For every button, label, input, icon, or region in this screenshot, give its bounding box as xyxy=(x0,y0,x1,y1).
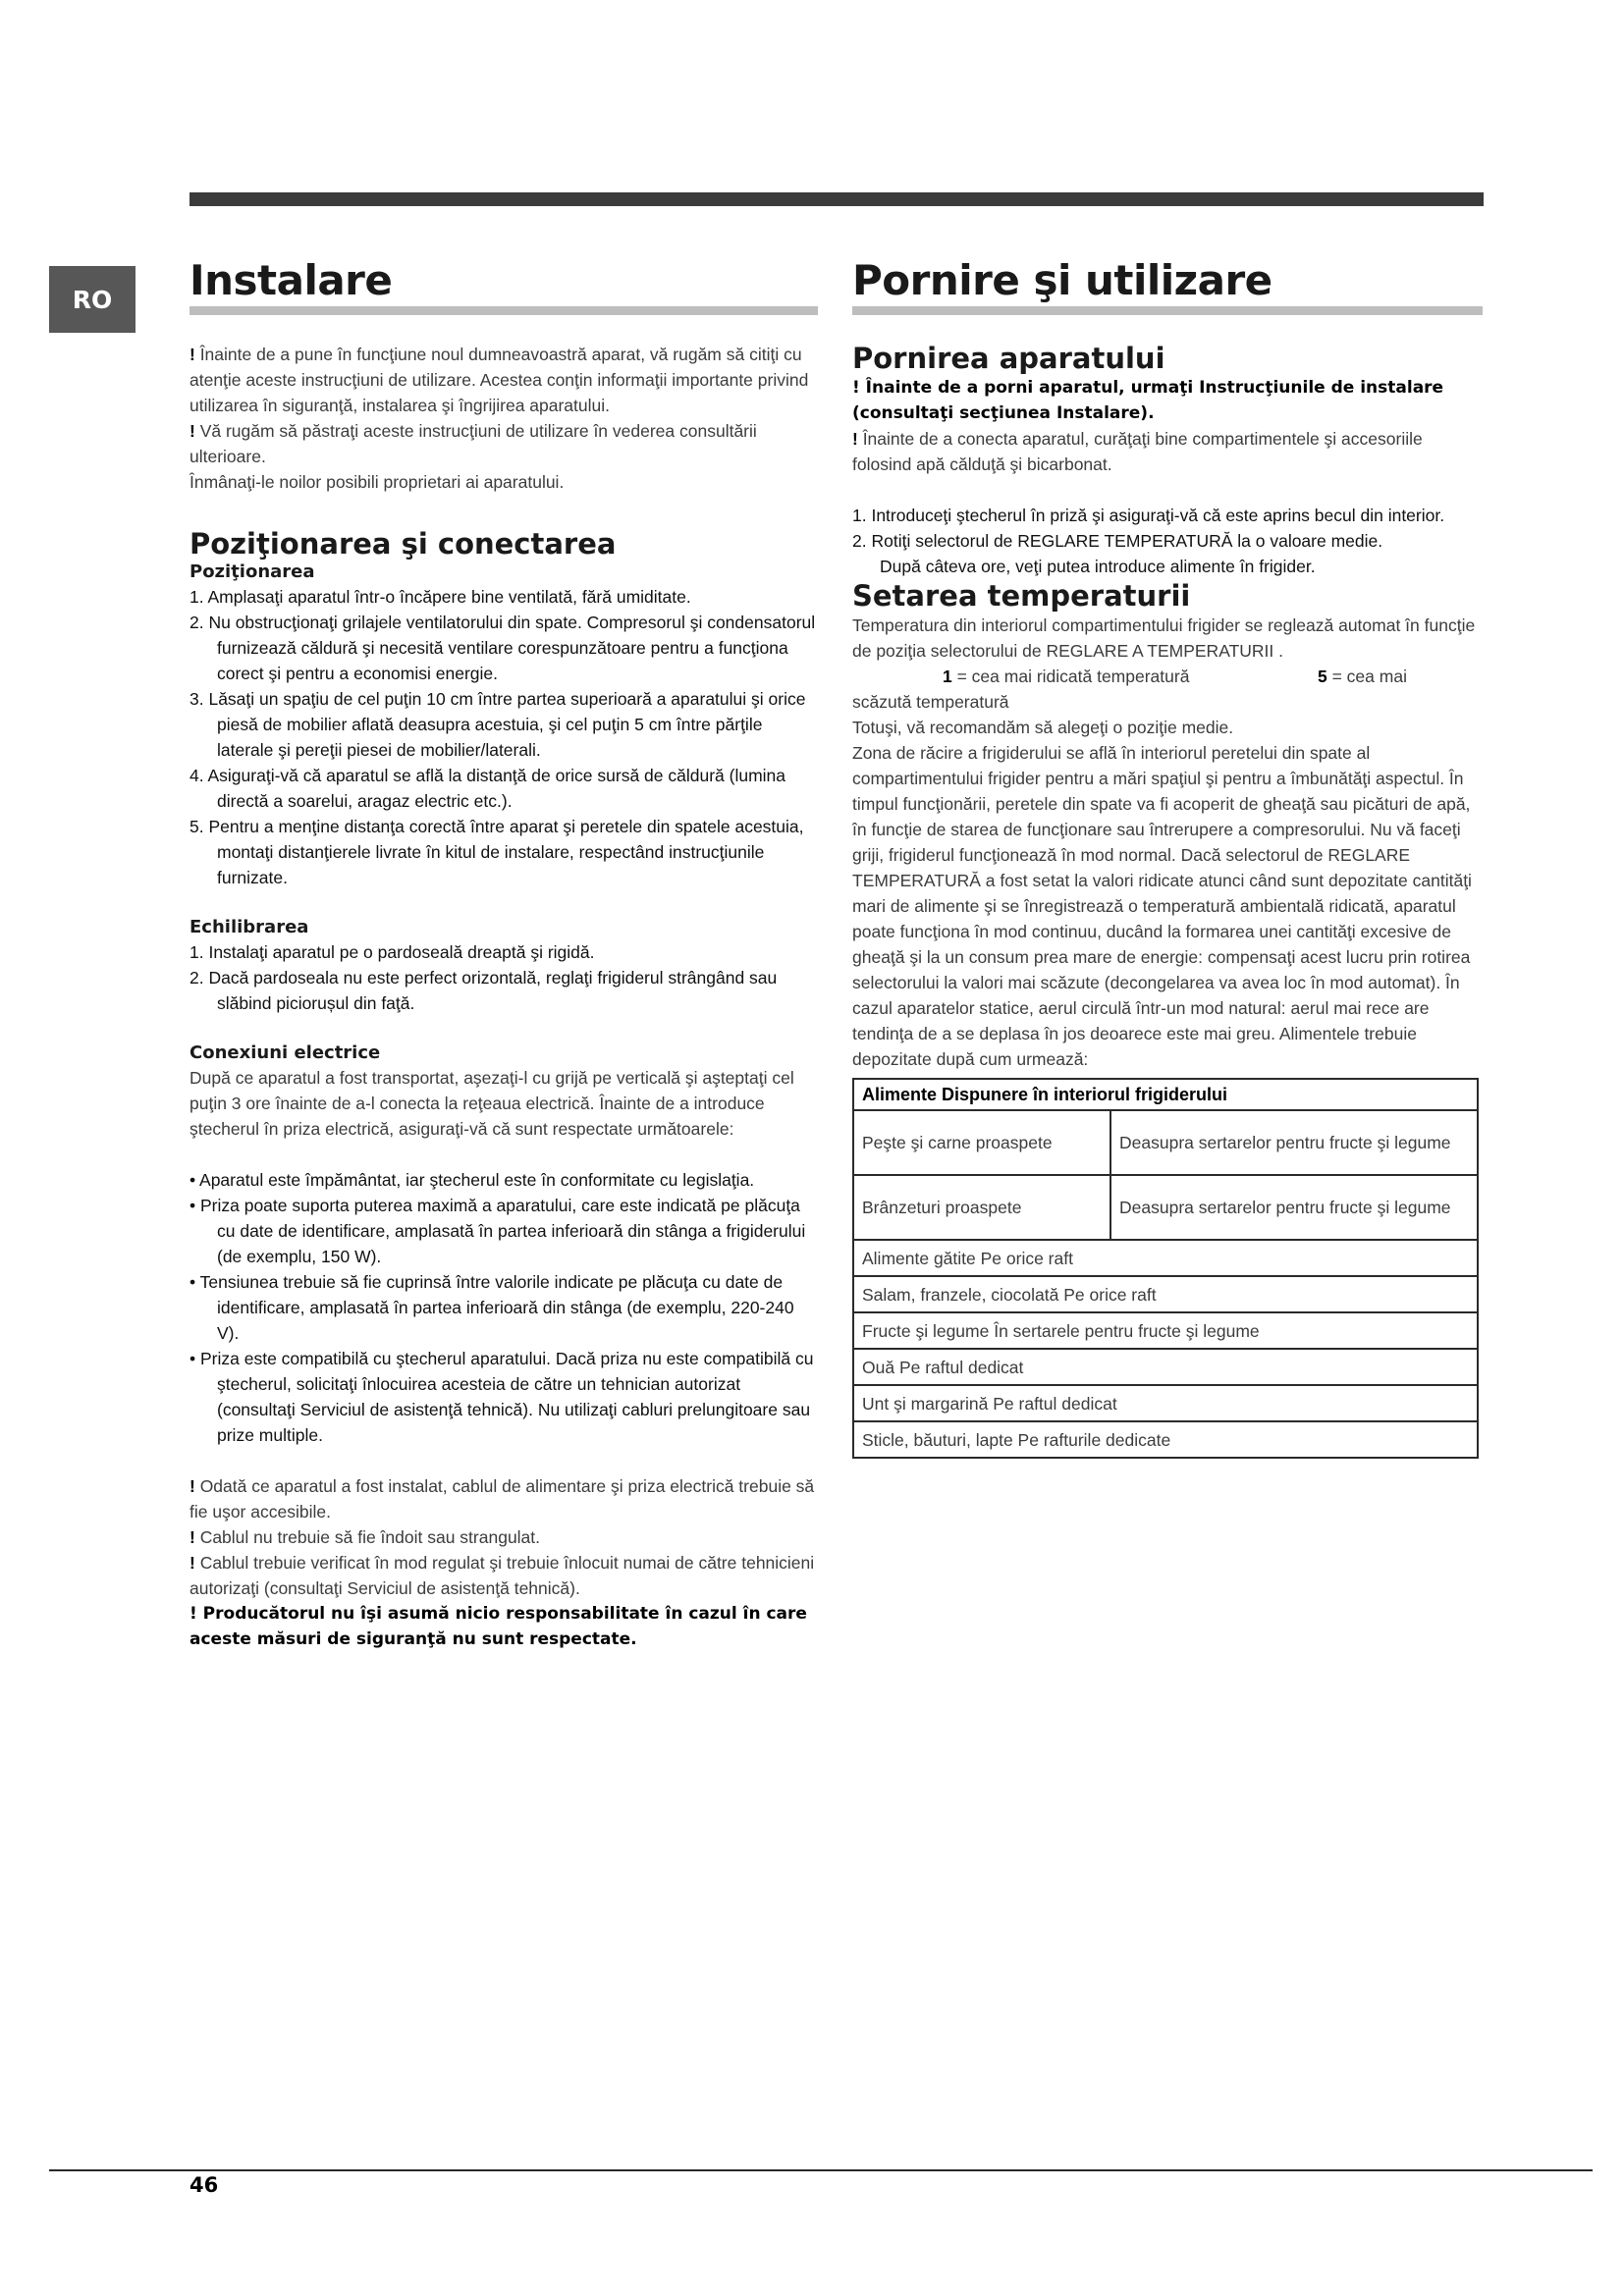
temperature-scale-continued: scăzută temperatură xyxy=(852,692,1009,712)
list-item: 2. Nu obstrucţionaţi grilajele ventilatorului din spate. Compresorul şi condensatorul furnizează căldură şi necesită ventilare corespunzătoare pentru a funcţiona corect şi pentru a economisi energie. xyxy=(189,613,816,683)
list-item: • Aparatul este împământat, iar ştecherul este în conformitate cu legislaţia. xyxy=(189,1170,755,1190)
positioning-subheading: Poziţionarea xyxy=(189,561,315,582)
electrical-paragraph: După ce aparatul a fost transportat, aşezaţi-l cu grijă pe verticală şi aşteptaţi cel puţin 3 ore înainte de a-l conecta la reţeaua electrică. Înainte de a introduce ştecherul în priza electrică, asiguraţi-vă că sunt respectate următoarele: xyxy=(189,1068,794,1139)
list-item: • Priza poate suporta puterea maximă a aparatului, care este indicată pe plăcuţa cu date de identificare, amplasată în partea inferioară din stânga a frigiderului (de exemplu, 150 W). xyxy=(189,1196,806,1266)
table-cell: Unt şi margarină Pe raftul dedicat xyxy=(853,1385,1478,1421)
list-item: 1. Instalaţi aparatul pe o pardoseală dreaptă şi rigidă. xyxy=(189,942,595,962)
electrical-list xyxy=(189,1167,818,1448)
temperature-intro: Temperatura din interiorul compartimentului frigider se reglează automat în funcţie de poziţia selectorului de REGLARE A TEMPERATURII . xyxy=(852,615,1476,661)
table-header-row xyxy=(853,1079,1478,1110)
table-cell: Salam, franzele, ciocolată Pe orice raft xyxy=(853,1276,1478,1312)
table-cell: Deasupra sertarelor pentru fructe şi legume xyxy=(1110,1175,1478,1240)
installation-intro xyxy=(189,342,818,495)
start-appliance-heading: Pornirea aparatului xyxy=(852,342,1165,375)
footer-rule xyxy=(49,2169,1593,2171)
warning-paragraph: ! Cablul nu trebuie să fie îndoit sau strangulat. xyxy=(189,1527,541,1547)
start-instruction-note: ! Înainte de a porni aparatul, urmaţi Instrucţiunile de instalare (consultaţi secţiunea Instalare). xyxy=(852,378,1444,423)
table-row xyxy=(853,1240,1478,1276)
list-item: 3. Lăsaţi un spaţiu de cel puţin 10 cm între partea superioară a aparatului şi orice piesă de mobilier aflată deasupra acestuia, şi cel puţin 5 cm între părţile laterale şi pereţii piesei de mobilier/laterali. xyxy=(189,689,806,760)
scale-min-label: 1 = cea mai ridicată temperatură xyxy=(943,667,1190,686)
page-number: 46 xyxy=(189,2173,219,2197)
start-after-text: După câteva ore, veţi putea introduce alimente în frigider. xyxy=(880,557,1316,576)
start-steps-list xyxy=(852,503,1483,554)
installation-column xyxy=(189,257,818,1652)
leveling-subheading: Echilibrarea xyxy=(189,917,309,937)
table-cell: Fructe şi legume În sertarele pentru fructe şi legume xyxy=(853,1312,1478,1349)
intro-paragraph: ! Vă rugăm să păstraţi aceste instrucţiuni de utilizare în vederea consultării ulterioare. xyxy=(189,421,757,466)
table-cell: Ouă Pe raftul dedicat xyxy=(853,1349,1478,1385)
scale-max-label: 5 = cea mai xyxy=(1318,667,1407,686)
cleaning-note: ! Înainte de a conecta aparatul, curăţaţi bine compartimentele şi accesoriile folosind apă călduţă şi bicarbonat. xyxy=(852,429,1423,474)
positioning-connecting-heading: Poziţionarea şi conectarea xyxy=(189,527,617,561)
list-item: • Tensiunea trebuie să fie cuprinsă între valorile indicate pe plăcuţa cu date de identificare, amplasată în partea inferioară din stânga (de exemplu, 220-240 V). xyxy=(189,1272,794,1343)
warning-paragraph: ! Odată ce aparatul a fost instalat, cablul de alimentare şi priza electrică trebuie să fie uşor accesibile. xyxy=(189,1476,815,1522)
list-item: 1. Amplasaţi aparatul într-o încăpere bine ventilată, fără umiditate. xyxy=(189,587,691,607)
table-header: Alimente Dispunere în interiorul frigiderului xyxy=(853,1079,1478,1110)
safety-warnings xyxy=(189,1473,818,1652)
leveling-list xyxy=(189,939,818,1016)
food-storage-table xyxy=(852,1078,1479,1459)
table-row xyxy=(853,1312,1478,1349)
temperature-scale xyxy=(852,664,1483,689)
table-row xyxy=(853,1175,1478,1240)
table-row xyxy=(853,1385,1478,1421)
top-rule xyxy=(189,192,1484,206)
list-item: 4. Asiguraţi-vă că aparatul se află la distanţă de orice sursă de căldură (lumina directă a soarelui, aragaz electric etc.). xyxy=(189,766,785,811)
installation-title: Instalare xyxy=(189,257,818,315)
manufacturer-disclaimer: ! Producătorul nu îşi asumă nicio responsabilitate în cazul în care aceste măsuri de siguranţă nu sunt respectate. xyxy=(189,1604,807,1649)
list-item: 2. Rotiţi selectorul de REGLARE TEMPERATURĂ la o valoare medie. xyxy=(852,531,1383,551)
list-item: • Priza este compatibilă cu ştecherul aparatului. Dacă priza nu este compatibilă cu ştecherul, solicitaţi înlocuirea acesteia de către un tehnician autorizat (consultaţi Serviciul de asistenţă tehnică). Nu utilizaţi cabluri prelungitoare sau prize multiple. xyxy=(189,1349,814,1445)
table-cell: Brânzeturi proaspete xyxy=(853,1175,1110,1240)
electrical-subheading: Conexiuni electrice xyxy=(189,1042,381,1063)
list-item: 1. Introduceţi ştecherul în priză şi asiguraţi-vă că este aprins becul din interior. xyxy=(852,506,1445,525)
table-cell: Alimente gătite Pe orice raft xyxy=(853,1240,1478,1276)
warning-paragraph: ! Cablul trebuie verificat în mod regulat şi trebuie înlocuit numai de către tehnicieni autorizaţi (consultaţi Serviciul de asistenţă tehnică). xyxy=(189,1553,815,1598)
operation-column xyxy=(852,257,1483,1459)
table-row xyxy=(853,1421,1478,1458)
intro-paragraph: ! Înainte de a pune în funcţiune noul dumneavoastră aparat, vă rugăm să citiţi cu atenţie aceste instrucţiuni de utilizare. Acestea conţin informaţii importante privind utilizarea în siguranţă, instalarea şi îngrijirea aparatului. xyxy=(189,345,809,415)
table-row xyxy=(853,1276,1478,1312)
language-tab: RO xyxy=(49,266,135,333)
table-cell: Deasupra sertarelor pentru fructe şi legume xyxy=(1110,1110,1478,1175)
temperature-recommendation: Totuşi, vă recomandăm să alegeţi o poziţie medie. xyxy=(852,718,1234,737)
operation-title: Pornire şi utilizare xyxy=(852,257,1483,315)
cooling-zone-paragraph: Zona de răcire a frigiderului se află în interiorul peretelui din spate al compartimentului frigider pentru a mări spaţiul şi pentru a îmbunătăţi aspectul. În timpul funcţionării, peretele din spate va fi acoperit de gheaţă sau picături de apă, în funcţie de starea de funcţionare sau întrerupere a compresorului. Nu vă faceţi griji, frigiderul funcţionează în mod normal. Dacă selectorul de REGLARE TEMPERATURĂ a fost setat la valori ridicate atunci când sunt depozitate cantităţi mari de alimente şi se înregistrează o temperatură ambientală ridicată, aparatul poate funcţiona în mod continuu, ducând la formarea unei cantităţi excesive de gheaţă şi la un consum prea mare de energie: compensaţi acest lucru prin rotirea selectorului la valori mai scăzute (decongelarea va avea loc în mod automat). În cazul aparatelor statice, aerul circulă într-un mod natural: aerul mai rece are tendinţa de a se deplasa în jos deoarece este mai greu. Alimentele trebuie depozitate după cum urmează: xyxy=(852,743,1472,1069)
table-cell: Sticle, băuturi, lapte Pe rafturile dedicate xyxy=(853,1421,1478,1458)
table-row xyxy=(853,1349,1478,1385)
intro-paragraph: Înmânaţi-le noilor posibili proprietari ai aparatului. xyxy=(189,472,565,492)
table-cell: Peşte şi carne proaspete xyxy=(853,1110,1110,1175)
temperature-setting-heading: Setarea temperaturii xyxy=(852,579,1191,613)
list-item: 2. Dacă pardoseala nu este perfect orizontală, reglaţi frigiderul strângând sau slăbind piciorușul din faţă. xyxy=(189,968,778,1013)
list-item: 5. Pentru a menţine distanţa corectă între aparat şi peretele din spatele acestuia, montaţi distanţierele livrate în kitul de instalare, respectând instrucţiunile furnizate. xyxy=(189,817,804,887)
table-row xyxy=(853,1110,1478,1175)
positioning-list xyxy=(189,584,818,890)
